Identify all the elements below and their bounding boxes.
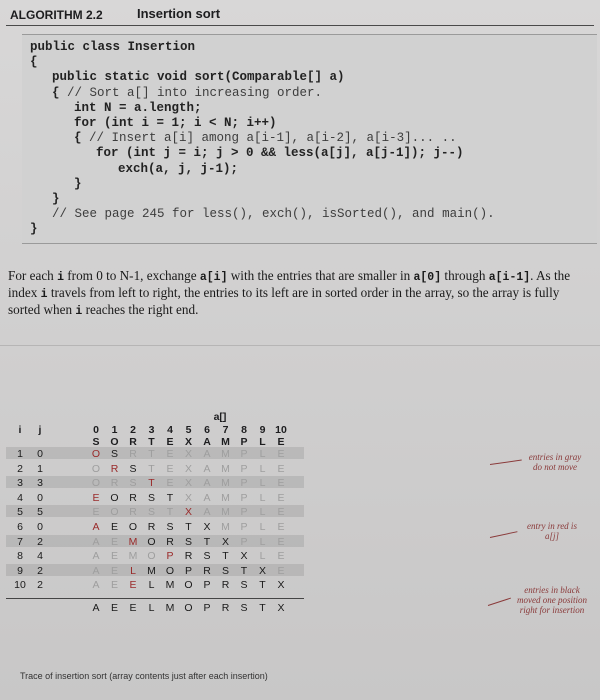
trace-entry: R [221,579,230,592]
trace-entry: E [277,521,285,533]
initial-entry: O [110,436,119,448]
trace-entry: A [203,491,211,504]
final-entry: E [110,602,118,614]
desc-code: i [75,305,83,318]
code-text: } [52,192,60,206]
row-i-value: 6 [17,521,23,533]
trace-entry: R [203,564,211,577]
trace-entry: A [203,477,211,490]
desc-text: from 0 to N-1, exchange [63,268,200,283]
index-header: 3 [148,424,155,436]
code-line [96,146,464,160]
row-i-value: 1 [17,448,23,460]
code-line [30,55,38,69]
trace-entry: X [184,491,192,504]
note-arrow [490,460,522,465]
trace-entry: E [110,550,118,563]
code-line [74,101,202,115]
desc-text: through [441,268,489,283]
trace-entry: T [148,462,155,475]
trace-entry: E [277,506,285,519]
initial-entry: A [203,436,211,448]
code-text: for (int j = i; j > 0 && less(a[j], a[j-1]); j--) [96,146,464,161]
trace-entry: P [203,579,211,592]
trace-entry: E [277,550,285,563]
trace-entry: L [148,579,155,592]
trace-caption: Trace of insertion sort (array contents just after each insertion) [20,671,268,681]
code-comment: // Insert a[i] among a[i-1], a[i-2], a[i-3]... .. [89,131,457,146]
trace-entry: L [259,550,266,563]
row-i-value: 10 [14,579,26,592]
trace-entry: S [129,462,137,475]
trace-entry: R [129,491,137,504]
final-entry: M [165,602,175,614]
trace-entry: P [240,521,248,533]
trace-entry: E [277,477,285,490]
trace-entry: O [110,491,119,504]
code-text: { [52,85,68,100]
trace-entry: L [259,491,266,504]
trace-entry: X [184,462,192,475]
trace-entry: E [166,448,174,460]
row-j-value: 0 [37,521,43,533]
row-j-value: 4 [37,550,43,563]
code-line [30,222,38,236]
initial-entry: R [129,436,137,448]
col-header-j: j [38,424,42,436]
row-i-value: 5 [17,506,23,519]
trace-entry: T [166,506,174,519]
note-red-entry: entry in red is a[j] [527,521,577,541]
desc-code: i [40,288,48,301]
index-header: 9 [259,424,266,436]
index-header: 5 [185,424,192,436]
trace-entry: S [221,564,229,577]
desc-code: a[i] [199,271,228,284]
row-i-value: 2 [17,462,23,475]
trace-entry: T [259,579,266,592]
trace-entry: S [166,521,174,533]
trace-entry: L [259,506,266,519]
trace-entry: R [184,550,193,563]
desc-text: with the entries that are smaller in [227,268,414,283]
trace-entry: E [166,477,174,490]
row-j-value: 2 [37,579,43,592]
code-comment: // See page 245 for less(), exch(), isSorted(), and main(). [52,207,495,222]
code-line [118,162,238,176]
code-text: exch(a, j, j-1); [118,161,239,176]
table-rule [6,598,304,599]
code-text: public class Insertion [30,40,196,54]
code-line [52,86,322,100]
trace-entry: O [91,462,101,475]
note-gray-entries: entries in gray do not move [528,452,582,472]
trace-entry: A [92,579,100,592]
initial-entry: X [184,436,192,448]
trace-entry: S [147,506,155,519]
code-text: public static void sort(Comparable[] a) [52,70,345,85]
trace-entry: L [259,462,266,475]
index-header: 4 [167,424,173,436]
initial-entry: S [92,436,100,448]
trace-entry: O [91,477,101,490]
final-entry: O [184,602,193,614]
code-line [74,116,277,130]
trace-entry: M [165,579,175,592]
trace-entry: R [110,462,119,475]
trace-entry: T [185,521,192,533]
trace-entry: M [221,491,230,504]
code-listing [22,34,597,244]
trace-entry: O [165,564,175,577]
trace-entry: A [203,506,211,519]
trace-entry: E [277,462,285,475]
algorithm-header [6,4,594,26]
algorithm-title: Insertion sort [137,6,221,21]
trace-entry: X [184,448,192,460]
code-text: for (int i = 1; i < N; i++) [74,116,277,130]
code-line [74,131,457,145]
code-text: { [74,131,90,146]
initial-entry: M [221,436,230,448]
trace-entry: X [184,506,192,519]
initial-entry: L [259,436,266,448]
row-j-value: 1 [37,462,43,475]
index-header: 7 [222,424,229,436]
trace-entry: T [240,564,248,577]
desc-text: . As the index [8,268,571,300]
trace-entry: O [147,550,156,563]
trace-entry: S [184,535,192,548]
trace-entry: X [277,579,285,592]
row-i-value: 9 [17,564,23,577]
insertion-sort-trace [0,400,600,700]
initial-entry: E [166,436,174,448]
trace-entry: M [128,550,138,563]
trace-entry: S [129,477,137,490]
trace-entry: E [110,535,118,548]
trace-entry: T [203,535,211,548]
trace-entry: T [222,550,229,563]
index-header: 0 [93,424,99,436]
trace-entry: M [128,535,138,548]
initial-entry: T [148,436,155,448]
trace-entry: E [129,579,137,592]
trace-entry: P [240,506,248,519]
row-j-value: 5 [37,506,43,519]
code-text: } [74,176,82,191]
trace-entry: E [110,564,118,577]
trace-entry: E [110,521,118,533]
final-entry: R [221,602,230,614]
col-header-i: i [18,424,22,436]
index-header: 2 [130,424,136,436]
trace-entry: P [240,462,248,475]
row-j-value: 0 [37,448,43,460]
code-text: } [30,222,38,237]
code-text: { [30,55,38,70]
final-entry: A [92,602,100,614]
index-header: 8 [241,424,247,436]
row-j-value: 2 [37,564,43,577]
row-i-value: 7 [17,535,23,548]
code-line [52,192,60,206]
index-header: 1 [111,424,118,436]
note-arrow [488,598,511,606]
trace-entry: E [277,535,285,548]
trace-entry: A [203,462,211,475]
trace-entry: L [259,477,266,490]
trace-entry: X [221,535,229,548]
trace-entry: E [277,491,285,504]
initial-entry: P [240,436,248,448]
trace-entry: X [184,477,192,490]
trace-entry: X [258,564,266,577]
desc-text: For each [8,268,58,283]
trace-entry: X [240,550,248,563]
trace-entry: A [203,448,211,460]
trace-entry: M [221,477,230,490]
code-line [52,70,345,84]
code-text: int N = a.length; [74,100,202,115]
trace-entry: A [92,535,100,548]
row-j-value: 0 [37,491,43,504]
trace-entry: M [221,506,230,519]
trace-entry: P [240,448,248,460]
trace-entry: L [259,521,266,533]
row-i-value: 4 [17,491,23,504]
trace-entry: M [221,462,230,475]
trace-entry: R [129,448,137,460]
trace-entry: M [221,448,230,460]
trace-entry: L [259,535,266,548]
trace-entry: A [92,564,100,577]
trace-entry: M [221,521,230,533]
trace-entry: R [166,535,174,548]
trace-entry: R [147,521,156,533]
trace-entry: S [240,579,248,592]
algorithm-number: ALGORITHM 2.2 [10,8,103,22]
trace-entry: T [166,491,174,504]
trace-entry: E [166,462,174,475]
desc-code: i [57,271,64,284]
trace-entry: O [184,579,193,592]
array-label: a[] [213,411,227,423]
trace-entry: L [130,564,136,577]
description-paragraph [8,268,593,319]
trace-entry: P [184,564,192,577]
trace-entry: E [92,506,100,519]
final-entry: E [129,602,137,614]
section-divider [0,345,600,346]
trace-entry: M [147,564,156,577]
note-arrow [490,531,518,538]
trace-entry: X [203,521,211,533]
index-header: 10 [275,424,287,436]
desc-code: a[i-1] [488,271,531,284]
trace-entry: P [166,550,174,563]
trace-entry: S [147,491,155,504]
trace-entry: R [110,477,119,490]
trace-entry: P [240,535,248,548]
desc-code: a[0] [413,271,442,284]
trace-entry: O [128,521,138,533]
trace-entry: A [92,550,100,563]
final-entry: T [259,602,266,614]
trace-entry: T [148,448,155,460]
trace-entry: P [240,477,248,490]
trace-entry: A [92,521,100,533]
trace-entry: O [147,535,156,548]
final-entry: P [203,602,211,614]
row-j-value: 3 [37,477,43,490]
trace-entry: E [110,579,118,592]
trace-entry: O [110,506,119,519]
trace-entry: E [277,448,285,460]
trace-entry: O [91,448,101,460]
row-j-value: 2 [37,535,43,548]
row-i-value: 8 [17,550,23,563]
trace-entry: S [203,550,211,563]
trace-entry: L [259,448,266,460]
note-black-entries: entries in black moved one position right for insertion [517,585,587,615]
trace-entry: E [277,564,285,577]
trace-entry: E [92,491,100,504]
final-entry: X [277,602,285,614]
row-i-value: 3 [17,477,23,490]
code-line [74,177,82,191]
desc-text: travels from left to right, the entries to its left are in sorted order in the array, so the array is fully sorted when [8,285,560,317]
initial-entry: E [277,436,285,448]
desc-text: reaches the right end. [82,302,199,317]
trace-entry: S [110,448,118,460]
trace-entry: P [240,491,248,504]
code-comment: // Sort a[] into increasing order. [67,85,323,100]
index-header: 6 [204,424,210,436]
final-entry: L [148,602,155,614]
code-line [30,40,195,54]
trace-entry: R [129,506,137,519]
code-line [52,207,495,221]
trace-entry: T [148,477,155,490]
final-entry: S [240,602,248,614]
